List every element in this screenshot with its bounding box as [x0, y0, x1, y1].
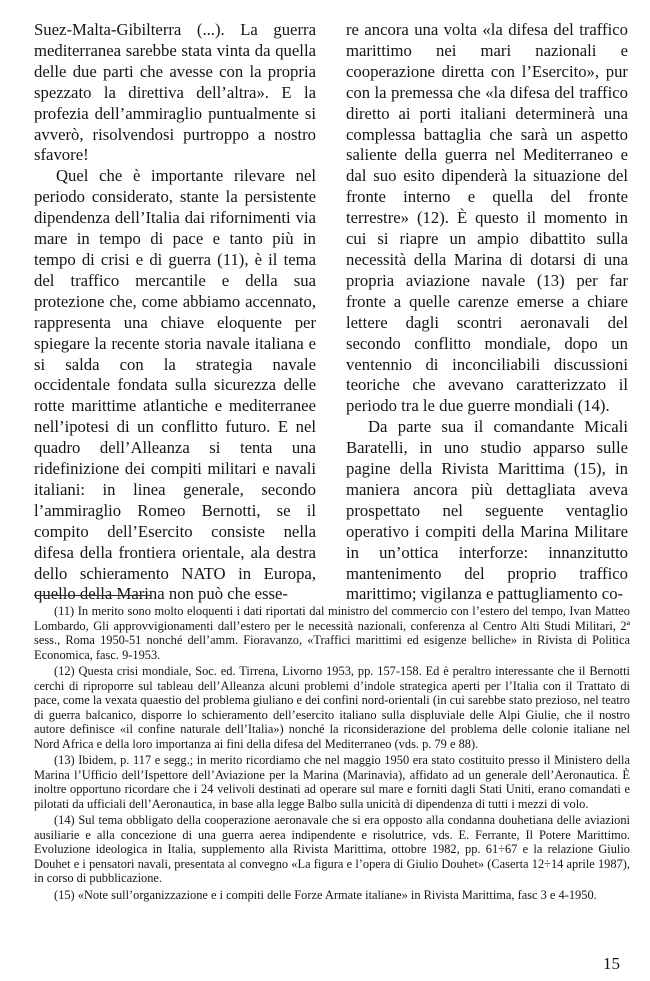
paragraph: Suez-Malta-Gibilterra (...). La guerra mediterranea sarebbe stata vinta da quella delle due parti che avesse con la propria spezzato la direttiva dell’altra». E la profezia dell’ammiraglio puntualmente si avverò, risolvendosi purtroppo a nostro sfavore! [34, 20, 316, 165]
footnote-12: (12) Questa crisi mondiale, Soc. ed. Tirrena, Livorno 1953, pp. 157-158. Ed è peraltro interessante che il Bernotti cerchi di riproporre sul tableau dell’Alleanza alcuni problemi d’indole strategica aperti per l’Italia con il Trattato di pace, come la vexata quaestio del problema giuliano e dei confini nord-orientali (in cui sarebbe stato prezioso, nel teatro di guerra balcanico, disporre lo schieramento dell’esercito italiano sulla displuviale delle Alpi Giulie, che il nostro autore definisce «il confine naturale dell’Italia») nonché la riconsiderazione del problema delle colonie italiane nel Nord Africa e della loro importanza ai fini della difesa del Mediterraneo (vds. p. 79 e 88). [34, 664, 630, 751]
footnote-13: (13) Ibidem, p. 117 e segg.; in merito ricordiamo che nel maggio 1950 era stato costituito presso il Ministero della Marina l’Ufficio dell’Ispettore dell’Aviazione per la Marina (Marinavia), affidato ad un generale dell’Aeronautica. È inoltre opportuno ricordare che i 24 velivoli destinati ad operare sul mare e forniti dagli Stati Uniti, erano comandati e pilotati da ufficiali dell’Aeronautica, in base alla legge Balbo sulla unicità di dipendenza di tutti i mezzi di volo. [34, 753, 630, 811]
paragraph: re ancora una volta «la difesa del traffico marittimo nei mari nazionali e cooperazione diretta con l’Esercito», pur con la premessa che «la difesa del traffico diretto ai porti italiani determinerà una complessa battaglia che sarà un aspetto saliente della guerra nel Mediterraneo e dal suo esito dipenderà la situazione del fronte interno e quella del fronte terrestre» (12). È questo il momento in cui si riapre un ampio dibattito sulla necessità della Marina di dotarsi di una propria aviazione navale (13) per far fronte a quelle carenze emerse a chiare lettere dagli scontri aeronavali del secondo conflitto mondiale, dopo un ventennio di inconciliabili discussioni teoriche che avevano caratterizzato il periodo tra le due guerre mondiali (14). [346, 20, 628, 416]
paragraph: Quel che è importante rilevare nel periodo considerato, stante la persistente dipendenza dell’Italia dai rifornimenti via mare in tempo di pace e tanto più in tempo di crisi e di guerra (11), è il tema del traffico mercantile e della sua protezione che, come abbiamo accennato, rappresenta una chiave eloquente per spiegare la recente storia navale italiana e si salda con la strategia navale occidentale fondata sulla sicurezza delle rotte marittime atlantiche e mediterranee nell’ipotesi di un conflitto futuro. E nel quadro dell’Alleanza si tenta una ridefinizione dei compiti militari e navali italiani: in linea generale, secondo l’ammiraglio Romeo Bernotti, se il compito dell’Esercito consiste nella difesa della frontiera orientale, ala destra dello schieramento NATO in Europa, quello della Marina non può che esse- [34, 166, 316, 604]
footnote-11: (11) In merito sono molto eloquenti i dati riportati dal ministro del commercio con l’estero del tempo, Ivan Matteo Lombardo, Gli approvvigionamenti dall’estero per le necessità nazionali, conferenza al Centro Alti Studi Militari, 2ª sess., Roma 1950-51 nonché dell’amm. Fioravanzo, «Traffici marittimi ed esigenze belliche» in Rivista di Politica Economica, fasc. 9-1953. [34, 604, 630, 662]
footnotes [34, 604, 630, 904]
footnote-separator [34, 595, 151, 596]
page-number: 15 [603, 954, 620, 973]
text-column-right [346, 20, 628, 605]
footnote-14: (14) Sul tema obbligato della cooperazione aeronavale che si era opposto alla condanna douhetiana delle aviazioni ausiliarie e alla concezione di una guerra aerea indipendente e risolutrice, vds. E. Ferrante, Il Potere Marittimo. Evoluzione ideologica in Italia, supplemento alla Rivista Marittima, ottobre 1982, pp. 61÷67 e la relazione Giulio Douhet e i pensatori navali, presentata al convegno «La figura e l’opera di Giulio Douhet» (Caserta 12÷14 aprile 1987), in corso di pubblicazione. [34, 813, 630, 885]
paragraph: Da parte sua il comandante Micali Baratelli, in uno studio apparso sulle pagine della Rivista Marittima (15), in maniera ancora più dettagliata aveva prospettato nel seguente ventaglio operativo i compiti della Marina Militare in un’ottica interforze: innanzitutto mantenimento del proprio traffico marittimo; vigilanza e pattugliamento co- [346, 417, 628, 604]
text-column-left [34, 20, 316, 605]
footnote-15: (15) «Note sull’organizzazione e i compiti delle Forze Armate italiane» in Rivista Marittima, fasc 3 e 4-1950. [54, 887, 597, 902]
